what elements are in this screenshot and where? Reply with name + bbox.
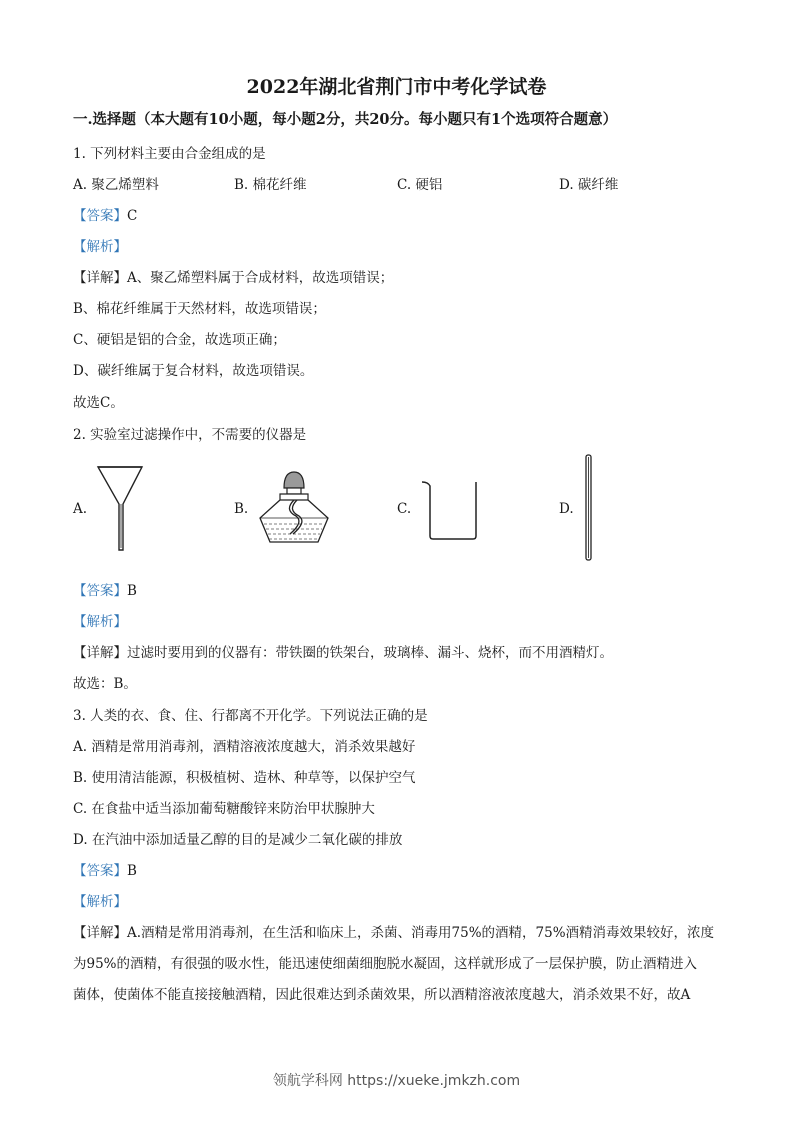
detail-text: A.酒精是常用消毒剂，在生活和临床上，杀菌、消毒用75%的酒精，75%酒精消毒效果较好，浓度 bbox=[127, 925, 715, 941]
glass-rod-icon bbox=[584, 454, 594, 562]
q1-option-c: C. 硬铝 bbox=[397, 177, 443, 193]
q1-detail-line: B、棉花纤维属于天然材料，故选项错误； bbox=[73, 301, 326, 317]
q2-detail-line bbox=[73, 641, 613, 661]
page-title: 2022年湖北省荆门市中考化学试卷 bbox=[246, 76, 547, 98]
q3-detail-line: 菌体，使菌体不能直接接触酒精，因此很难达到杀菌效果，所以酒精溶液浓度越大，消杀效果不好，故A bbox=[73, 987, 691, 1003]
footer-watermark: 领航学科网 https://xueke.jmkzh.com bbox=[272, 1073, 521, 1089]
q1-detail-line bbox=[73, 266, 393, 286]
answer-tag: 【答案】 bbox=[73, 208, 127, 224]
detail-text: 过滤时要用到的仪器有：带铁圈的铁架台，玻璃棒、漏斗、烧杯，而不用酒精灯。 bbox=[127, 645, 613, 661]
answer-value: B bbox=[127, 863, 137, 879]
q1-analysis-tag: 【解析】 bbox=[73, 239, 127, 255]
q1-conclusion: 故选C。 bbox=[73, 395, 124, 411]
section-heading: 一.选择题（本大题有10小题，每小题2分，共20分。每小题只有1个选项符合题意） bbox=[73, 111, 618, 128]
q1-option-d: D. 碳纤维 bbox=[559, 177, 619, 193]
q3-answer bbox=[73, 859, 137, 879]
q1-detail-line: C、硬铝是铝的合金，故选项正确； bbox=[73, 332, 286, 348]
q3-option-b: B. 使用清洁能源，积极植树、造林、种草等，以保护空气 bbox=[73, 770, 416, 786]
q3-detail-line: 为95%的酒精，有很强的吸水性，能迅速使细菌细胞脱水凝固，这样就形成了一层保护膜，防止酒精进入 bbox=[73, 956, 698, 972]
q2-figure-label-c: C. bbox=[397, 501, 412, 517]
detail-tag: 【详解】 bbox=[73, 645, 127, 661]
detail-tag: 【详解】 bbox=[73, 925, 127, 941]
q2-answer bbox=[73, 579, 137, 599]
q1-answer bbox=[73, 204, 137, 224]
q3-option-d: D. 在汽油中添加适量乙醇的目的是减少二氧化碳的排放 bbox=[73, 832, 403, 848]
q3-option-c: C. 在食盐中适当添加葡萄糖酸锌来防治甲状腺肿大 bbox=[73, 801, 375, 817]
q1-detail-line: D、碳纤维属于复合材料，故选项错误。 bbox=[73, 363, 314, 379]
q1-option-b: B. 棉花纤维 bbox=[234, 177, 307, 193]
q2-figure-label-d: D. bbox=[559, 501, 574, 517]
answer-tag: 【答案】 bbox=[73, 583, 127, 599]
beaker-icon bbox=[420, 478, 480, 542]
q3-detail-line bbox=[73, 921, 714, 941]
q3-option-a: A. 酒精是常用消毒剂，酒精溶液浓度越大，消杀效果越好 bbox=[73, 739, 416, 755]
q1-option-a: A. 聚乙烯塑料 bbox=[73, 177, 159, 193]
q2-figure-label-b: B. bbox=[234, 501, 249, 517]
question-3-stem: 3. 人类的衣、食、住、行都离不开化学。下列说法正确的是 bbox=[73, 708, 428, 724]
funnel-icon bbox=[96, 464, 146, 554]
alcohol-lamp-icon bbox=[254, 468, 334, 550]
answer-tag: 【答案】 bbox=[73, 863, 127, 879]
detail-tag: 【详解】 bbox=[73, 270, 127, 286]
question-2-stem: 2. 实验室过滤操作中，不需要的仪器是 bbox=[73, 427, 307, 443]
q2-conclusion: 故选：B。 bbox=[73, 676, 137, 692]
q3-analysis-tag: 【解析】 bbox=[73, 894, 127, 910]
question-1-stem: 1. 下列材料主要由合金组成的是 bbox=[73, 146, 266, 162]
answer-value: B bbox=[127, 583, 137, 599]
answer-value: C bbox=[127, 208, 138, 224]
q2-analysis-tag: 【解析】 bbox=[73, 614, 127, 630]
detail-text: A、聚乙烯塑料属于合成材料，故选项错误； bbox=[127, 270, 394, 286]
q2-figure-label-a: A. bbox=[73, 501, 88, 517]
